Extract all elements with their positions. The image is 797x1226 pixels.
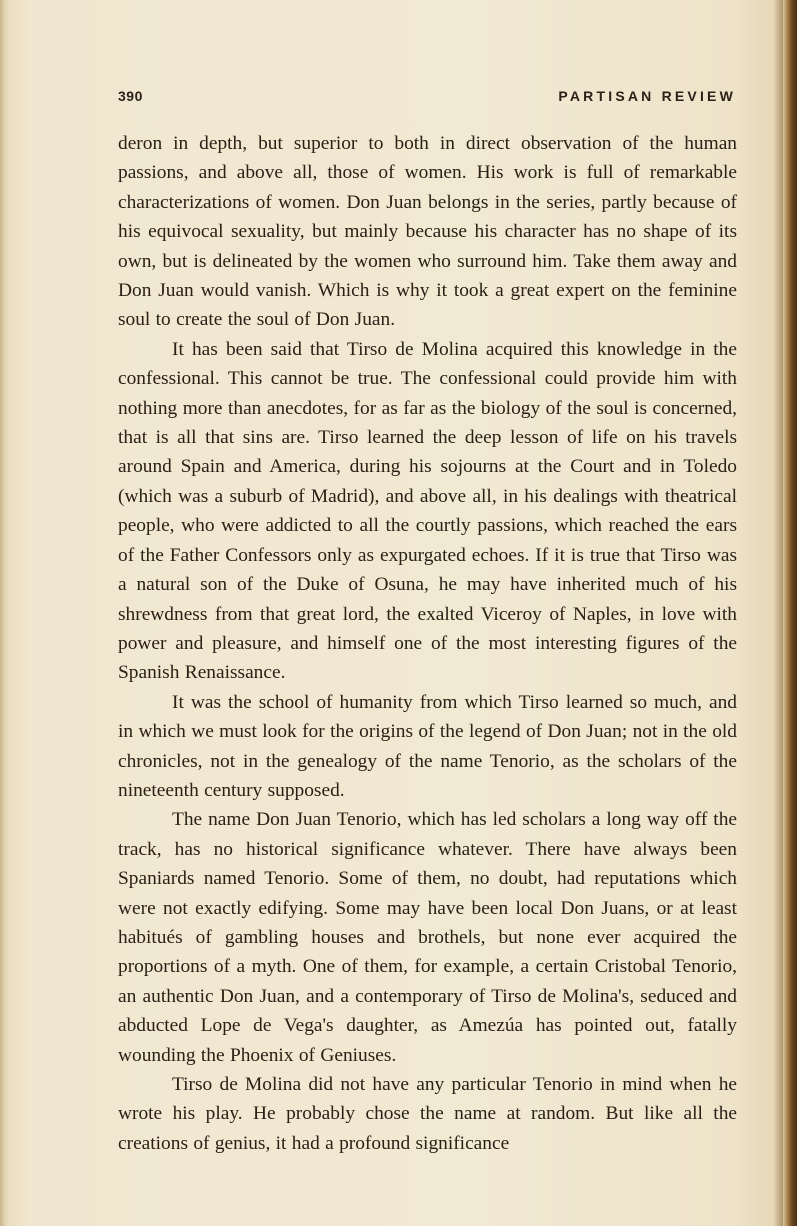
page-header (118, 88, 736, 110)
paragraph-1: deron in depth, but superior to both in direct observation of the human passions, and above all, those of women. His work is full of remarkable characterizations of women. Don Juan belongs in the series, partly because of his equivocal sexuality, but mainly because his character has no shape of its own, but is delineated by the women who surround him. Take them away and Don Juan would vanish. Which is why it took a great expert on the feminine soul to create the soul of Don Juan. (118, 133, 737, 331)
paragraph-4: The name Don Juan Tenorio, which has led scholars a long way off the track, has no historical significance whatever. There have always been Spaniards named Tenorio. Some of them, no doubt, had reputations which were not exactly edifying. Some may have been local Don Juans, or at least habitués of gambling houses and brothels, but none ever acquired the proportions of a myth. One of them, for example, a certain Cristobal Tenorio, an authentic Don Juan, and a contemporary of Tirso de Molina's, seduced and abducted Lope de Vega's daughter, as Amezúa has pointed out, fatally wounding the Phoenix of Geniuses. (118, 809, 737, 1066)
book-binding-edge (783, 0, 797, 1226)
page-number: 390 (118, 88, 143, 104)
running-title: PARTISAN REVIEW (558, 88, 736, 104)
paragraph-3: It was the school of humanity from which Tirso learned so much, and in which we must look for the origins of the legend of Don Juan; not in the old chronicles, not in the genealogy of the name Tenorio, as the scholars of the nineteenth century supposed. (118, 691, 737, 801)
paragraph-5: Tirso de Molina did not have any particular Tenorio in mind when he wrote his play. He probably chose the name at random. But like all the creations of genius, it had a profound significance (118, 1074, 737, 1154)
body-text (118, 129, 737, 1158)
paragraph-2: It has been said that Tirso de Molina acquired this knowledge in the confessional. This cannot be true. The confessional could provide him with nothing more than anecdotes, for as far as the biology of the soul is concerned, that is all that sins are. Tirso learned the deep lesson of life on his travels around Spain and America, during his sojourns at the Court and in Toledo (which was a suburb of Madrid), and above all, in his dealings with theatrical people, who were addicted to all the courtly passions, which reached the ears of the Father Confessors only as expurgated echoes. If it is true that Tirso was a natural son of the Duke of Osuna, he may have inherited much of his shrewdness from that great lord, the exalted Viceroy of Naples, in love with power and pleasure, and himself one of the most interesting figures of the Spanish Renaissance. (118, 338, 737, 684)
page-left-edge (0, 0, 6, 1226)
